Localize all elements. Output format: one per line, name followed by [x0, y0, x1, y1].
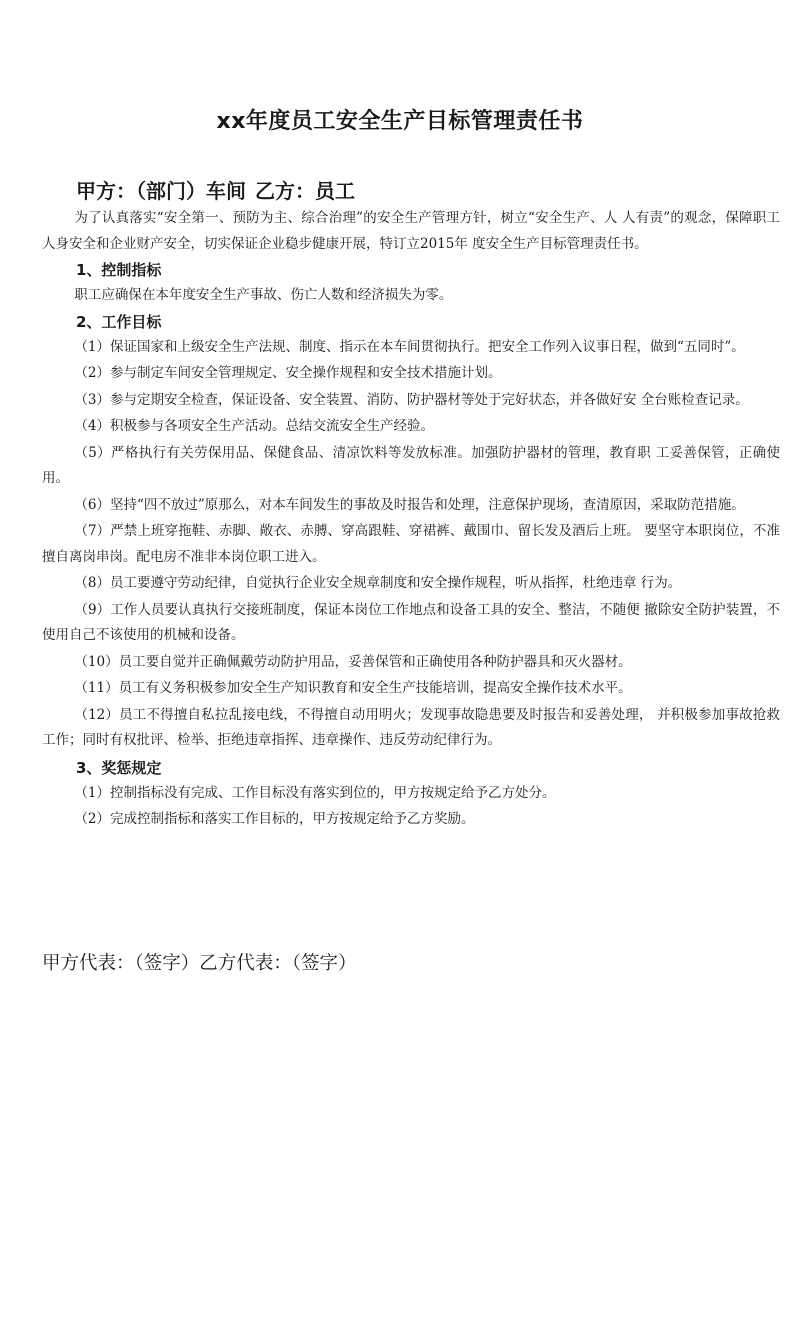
section-heading-rewards: 3、奖惩规定: [76, 758, 162, 777]
section-heading-control: 1、控制指标: [76, 261, 162, 279]
goal-item: （5）严格执行有关劳保用品、保健食品、清凉饮料等发放标准。加强防护器材的管理，教育职 工妥善保管，正确使用。: [42, 444, 780, 486]
reward-item: （1）控制指标没有完成、工作目标没有落实到位的，甲方按规定给予乙方处分。: [74, 784, 556, 801]
goal-item: （11）员工有义务积极参加安全生产知识教育和安全生产技能培训，提高安全操作技术水平。: [74, 680, 632, 696]
party-b-label: 乙方：员工: [254, 179, 355, 203]
reward-item: （2）完成控制指标和落实工作目标的，甲方按规定给予乙方奖励。: [74, 811, 475, 827]
goal-item: （6）坚持“四不放过”原那么，对本车间发生的事故及时报告和处理，注意保护现场，查清原因，采取防范措施。: [74, 496, 745, 513]
section-heading-goals: 2、工作目标: [76, 312, 162, 331]
goal-item: （7）严禁上班穿拖鞋、赤脚、敞衣、赤膊、穿高跟鞋、穿裙裤、戴围巾、留长发及酒后上班。 要坚守本职岗位，不准擅自离岗串岗。配电房不准非本岗位职工进入。: [42, 523, 780, 565]
document-title: xx年度员工安全生产目标管理责任书: [216, 109, 584, 134]
party-a-label: 甲方：（部门）车间: [76, 179, 246, 203]
control-indicator-text: 职工应确保在本年度安全生产事故、伤亡人数和经济损失为零。: [74, 287, 453, 303]
goal-item: （2）参与制定车间安全管理规定、安全操作规程和安全技术措施计划。: [74, 365, 502, 381]
parties-line: [76, 175, 357, 204]
goal-item: （4）积极参与各项安全生产活动。总结交流安全生产经验。: [74, 418, 434, 434]
goal-item: （10）员工要自觉并正确佩戴劳动防护用品，妥善保管和正确使用各种防护器具和灭火器材。: [74, 653, 632, 670]
goal-item: （12）员工不得擅自私拉乱接电线，不得擅自动用明火；发现事故隐患要及时报告和妥善处理， 并积极参加事故抢救工作；同时有权批评、检举、拒绝违章指挥、违章操作、违反劳动纪律行为。: [42, 706, 780, 748]
document-body: [42, 206, 780, 834]
goal-item: （9）工作人员要认真执行交接班制度，保证本岗位工作地点和设备工具的安全、整洁，不随便 撤除安全防护装置，不使用自己不该使用的机械和设备。: [42, 601, 780, 643]
goal-item: （3）参与定期安全检查，保证设备、安全装置、消防、防护器材等处于完好状态，并各做好安 全台账检查记录。: [74, 391, 749, 408]
signature-line: 甲方代表：（签字）乙方代表：（签字）: [42, 953, 357, 974]
intro-paragraph: 为了认真落实“安全第一、预防为主、综合治理”的安全生产管理方针，树立“安全生产、人 人有责”的观念，保障职工人身安全和企业财产安全，切实保证企业稳步健康开展，特订立2015年 度安全生产目标管理责任书。: [42, 210, 780, 252]
goal-item: （1）保证国家和上级安全生产法规、制度、指示在本车间贯彻执行。把安全工作列入议事日程，做到“五同时”。: [74, 338, 745, 355]
goal-item: （8）员工要遵守劳动纪律，自觉执行企业安全规章制度和安全操作规程，听从指挥，杜绝违章 行为。: [74, 575, 682, 591]
